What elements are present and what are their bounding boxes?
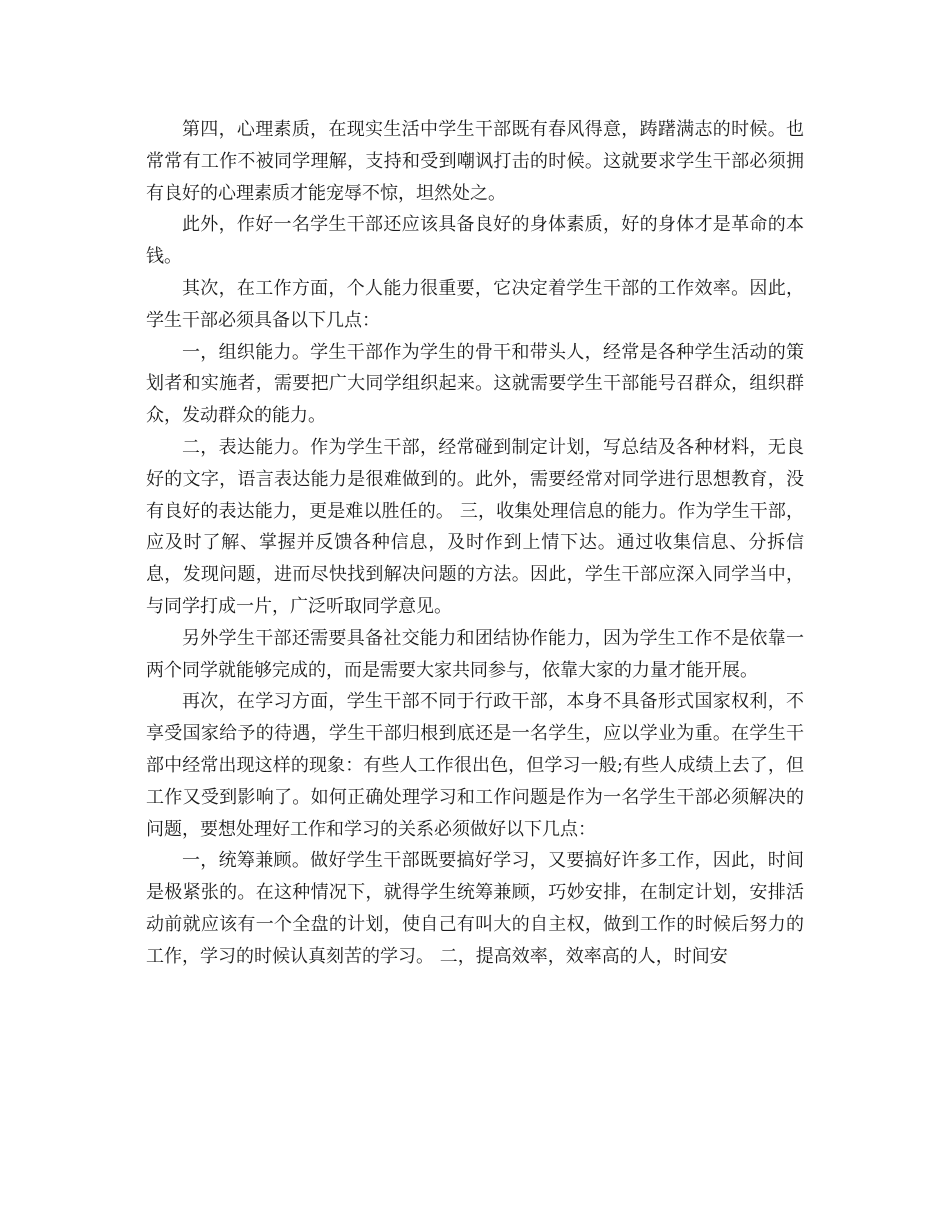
paragraph-social-ability: 另外学生干部还需要具备社交能力和团结协作能力，因为学生工作不是依靠一两个同学就能够完成的，而是需要大家共同参与，依靠大家的力量才能开展。: [146, 627, 804, 681]
paragraph-expression-ability: 二，表达能力。作为学生干部，经常碰到制定计划，写总结及各种材料，无良好的文字，语言表达能力是很难做到的。此外，需要经常对同学进行思想教育，没有良好的表达能力，更是难以胜任的。 三，收集处理信息的能力。作为学生干部，应及时了解、掌握并反馈各种信息，及时作到上情下达。通过收集信息、分拆信息，发现问题，进而尽快找到解决问题的方法。因此，学生干部应深入同学当中，与同学打成一片，广泛听取同学意见。: [146, 436, 804, 617]
paragraph-work-ability: 其次，在工作方面，个人能力很重要，它决定着学生干部的工作效率。因此，学生干部必须具备以下几点：: [146, 277, 804, 331]
document-body: [146, 114, 804, 973]
paragraph-organizing-ability: 一，组织能力。学生干部作为学生的骨干和带头人，经常是各种学生活动的策划者和实施者，需要把广大同学组织起来。这就需要学生干部能号召群众，组织群众，发动群众的能力。: [146, 341, 804, 427]
paragraph-study-aspect: 再次，在学习方面，学生干部不同于行政干部，本身不具备形式国家权利，不享受国家给予的待遇，学生干部归根到底还是一名学生，应以学业为重。在学生干部中经常出现这样的现象：有些人工作很出色，但学习一般;有些人成绩上去了，但工作又受到影响了。如何正确处理学习和工作问题是作为一名学生干部必须解决的问题，要想处理好工作和学习的关系必须做好以下几点：: [146, 691, 804, 840]
paragraph-physical-quality: 此外，作好一名学生干部还应该具备良好的身体素质，好的身体才是革命的本钱。: [146, 214, 804, 268]
paragraph-psychological-quality: 第四，心理素质，在现实生活中学生干部既有春风得意，踌躇满志的时候。也常常有工作不被同学理解，支持和受到嘲讽打击的时候。这就要求学生干部必须拥有良好的心理素质才能宠辱不惊，坦然处之。: [146, 119, 804, 204]
paragraph-overall-planning: 一，统筹兼顾。做好学生干部既要搞好学习，又要搞好许多工作，因此，时间是极紧张的。在这种情况下，就得学生统筹兼顾，巧妙安排，在制定计划，安排活动前就应该有一个全盘的计划，使自己有叫大的自主权，做到工作的时候后努力的工作，学习的时候认真刻苦的学习。 二，提高效率，效率高的人，时间安: [146, 850, 804, 967]
